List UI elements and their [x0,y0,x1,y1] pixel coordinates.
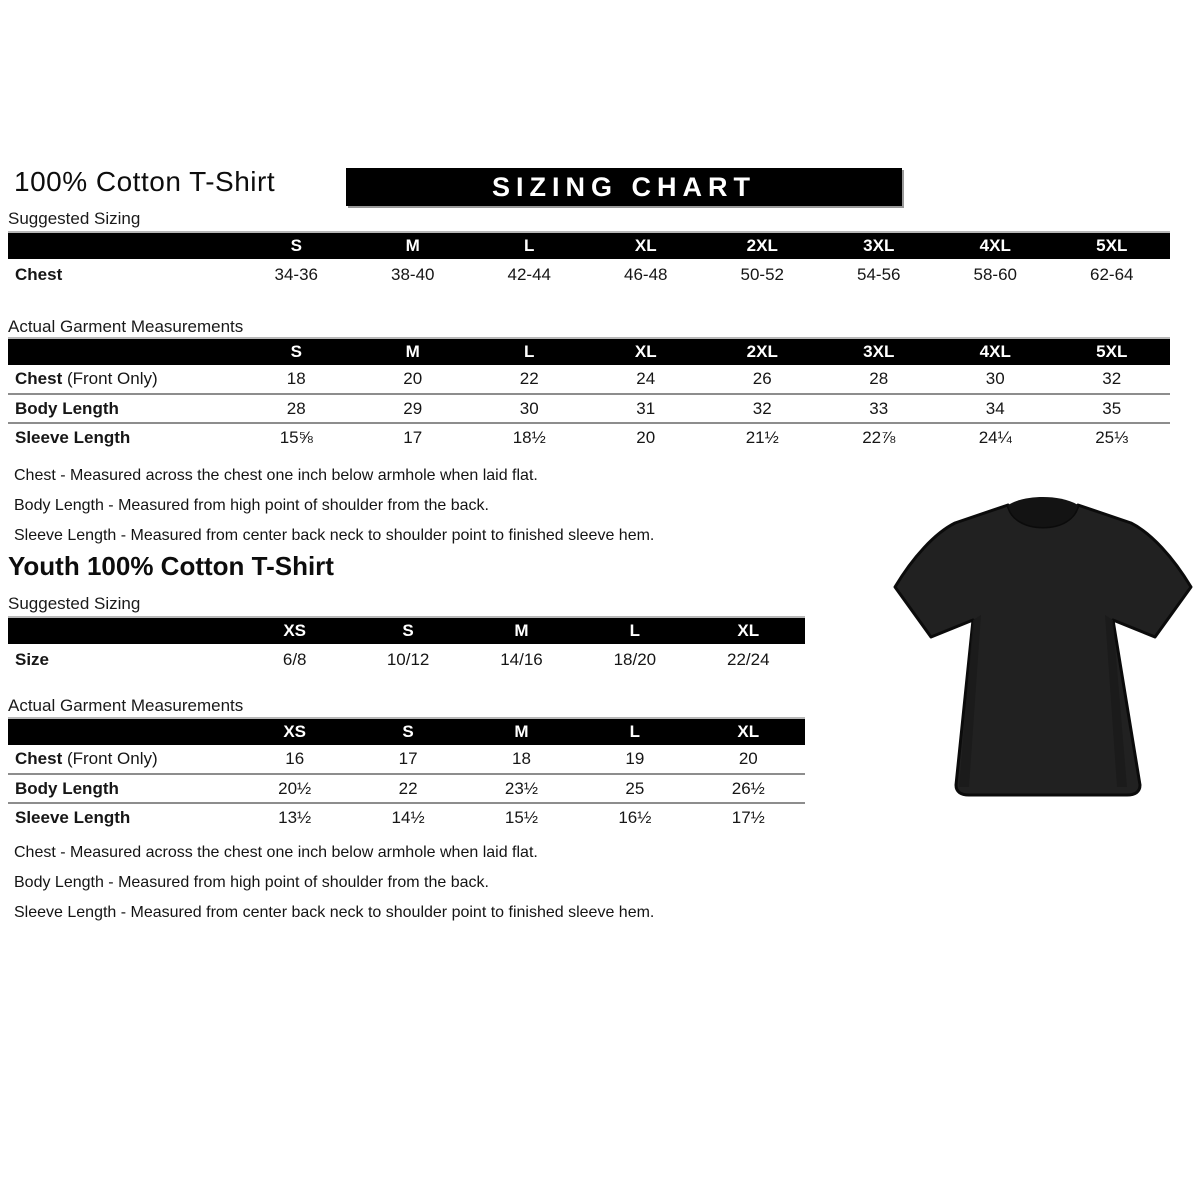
table-row [8,644,805,676]
youth-measurement-notes [14,843,834,933]
measurement-cell: 20½ [238,774,351,803]
measurement-cell: 15½ [504,808,539,827]
size-column-header: M [465,718,578,745]
youth-actual-table [8,717,805,832]
measurement-cell: 14/16 [500,650,543,669]
measurement-cell: 30 [471,394,588,423]
measurement-cell: 13½ [278,808,312,827]
measurement-cell: 28 [821,365,938,394]
measurement-cell: 20 [692,745,805,774]
youth-actual-label: Actual Garment Measurements [8,696,244,715]
measurement-note-chest: Chest - Measured across the chest one inch below armhole when laid flat. [14,467,538,484]
measurement-cell: 23½ [465,774,578,803]
row-label: Body Length [8,774,238,803]
adult-suggested-label: Suggested Sizing [8,209,141,228]
measurement-cell: 19 [578,745,691,774]
measurement-cell: 17½ [731,808,765,827]
size-column-header: XL [692,617,805,644]
measurement-cell: 20 [355,365,472,394]
size-column-header: 2XL [704,338,821,365]
label-column-header [8,718,238,745]
row-label: Sleeve Length [15,428,131,447]
measurement-cell: 62-64 [1090,265,1134,284]
size-column-header: XL [692,718,805,745]
row-label: Chest (Front Only) [8,745,238,774]
measurement-cell: 46-48 [624,265,668,284]
label-column-header [8,617,238,644]
youth-suggested-table [8,616,805,676]
measurement-cell: 17 [403,428,423,447]
adult-suggested-table [8,231,1170,291]
measurement-cell: 32 [704,394,821,423]
table-row [8,365,1170,394]
size-column-header: M [355,232,472,259]
measurement-cell: 18 [238,365,355,394]
size-column-header: 3XL [821,232,938,259]
measurement-cell: 16½ [618,808,652,827]
size-column-header: S [351,617,464,644]
measurement-note-body-length: Body Length - Measured from high point of shoulder from the back. [14,497,489,514]
measurement-cell: 18½ [512,428,546,447]
measurement-cell: 24 [588,365,705,394]
size-column-header: XL [588,232,705,259]
row-label: Chest [15,265,63,284]
measurement-cell: 33 [821,394,938,423]
measurement-cell: 34 [937,394,1054,423]
measurement-cell: 21½ [745,428,779,447]
row-label: Size [15,650,50,669]
label-column-header [8,232,238,259]
measurement-cell: 25⅓ [1095,428,1129,447]
measurement-cell: 26 [704,365,821,394]
table-row [8,745,805,774]
measurement-cell: 14½ [391,808,425,827]
measurement-cell: 6/8 [282,650,307,669]
measurement-cell: 22 [351,774,464,803]
measurement-cell: 22⅞ [862,428,896,447]
size-column-header: 4XL [937,232,1054,259]
size-column-header: S [238,232,355,259]
measurement-cell: 25 [578,774,691,803]
measurement-cell: 22/24 [727,650,770,669]
measurement-cell: 28 [238,394,355,423]
measurement-cell: 30 [937,365,1054,394]
measurement-cell: 32 [1054,365,1171,394]
measurement-cell: 22 [471,365,588,394]
size-column-header: S [238,338,355,365]
youth-suggested-label: Suggested Sizing [8,594,141,613]
size-column-header: S [351,718,464,745]
size-column-header: 5XL [1054,232,1171,259]
measurement-cell: 31 [588,394,705,423]
size-column-header: 3XL [821,338,938,365]
measurement-cell: 24¼ [978,428,1012,447]
measurement-cell: 17 [351,745,464,774]
measurement-cell: 42-44 [507,265,551,284]
adult-measurement-notes [14,466,834,556]
size-column-header: M [465,617,578,644]
size-column-header: L [578,617,691,644]
size-column-header: XS [238,617,351,644]
tshirt-body [895,505,1191,795]
measurement-note-chest: Chest - Measured across the chest one inch below armhole when laid flat. [14,844,538,861]
table-row [8,423,1170,452]
table-row [8,394,1170,423]
measurement-cell: 15⅝ [279,428,313,447]
size-column-header: XL [588,338,705,365]
row-label: Chest (Front Only) [8,365,238,394]
measurement-cell: 38-40 [391,265,435,284]
measurement-cell: 54-56 [857,265,901,284]
measurement-cell: 20 [636,428,656,447]
measurement-cell: 29 [355,394,472,423]
row-label: Sleeve Length [15,808,131,827]
measurement-note-sleeve-length: Sleeve Length - Measured from center back neck to shoulder point to finished sleeve hem. [14,527,655,544]
measurement-cell: 34-36 [274,265,318,284]
size-column-header: L [471,338,588,365]
measurement-cell: 10/12 [386,650,430,669]
row-label: Body Length [8,394,238,423]
youth-title: Youth 100% Cotton T-Shirt [8,551,334,581]
size-column-header: 2XL [704,232,821,259]
measurement-note-sleeve-length: Sleeve Length - Measured from center back neck to shoulder point to finished sleeve hem. [14,904,655,921]
adult-actual-table [8,337,1170,452]
measurement-cell: 18/20 [613,650,657,669]
measurement-cell: 26½ [692,774,805,803]
size-column-header: L [578,718,691,745]
table-row [8,774,805,803]
measurement-cell: 35 [1054,394,1171,423]
size-column-header: XS [238,718,351,745]
size-column-header: L [471,232,588,259]
adult-actual-label: Actual Garment Measurements [8,317,244,336]
sizing-chart-banner: SIZING CHART [346,168,902,206]
size-column-header: 5XL [1054,338,1171,365]
measurement-note-body-length: Body Length - Measured from high point of shoulder from the back. [14,874,489,891]
page-title: 100% Cotton T-Shirt [14,166,276,197]
measurement-cell: 18 [465,745,578,774]
label-column-header [8,338,238,365]
size-column-header: M [355,338,472,365]
measurement-cell: 50-52 [740,265,784,284]
measurement-cell: 16 [238,745,351,774]
table-row [8,259,1170,291]
table-row [8,803,805,832]
size-column-header: 4XL [937,338,1054,365]
black-tshirt-image [893,495,1193,803]
measurement-cell: 58-60 [973,265,1017,284]
